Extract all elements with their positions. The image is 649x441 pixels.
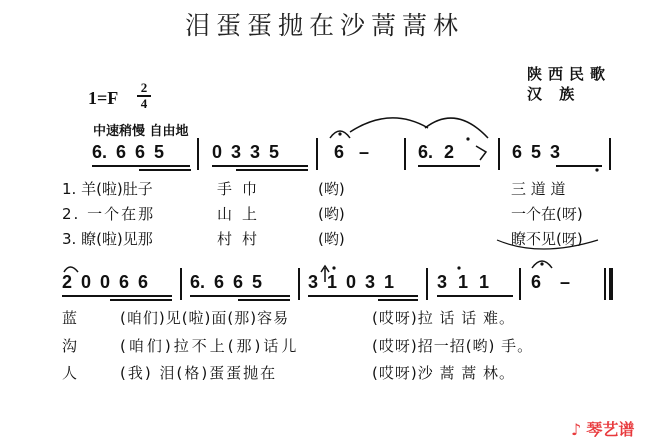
lyric-v1-b: 手巾: [217, 180, 268, 198]
octave-dot: [332, 266, 335, 269]
lyric-v2-b: 山上: [217, 205, 268, 223]
slur-mark: [350, 118, 428, 132]
measure-4-notes: 6. 2: [418, 142, 455, 162]
lyric-v3-e: 人: [62, 364, 78, 382]
lyric-v1-e: 蓝: [62, 309, 78, 327]
measure-6-notes: 2 0 0 6 6: [62, 272, 149, 292]
tempo-marking: 中速稍慢 自由地: [93, 124, 189, 139]
fermata-dot: [540, 262, 543, 265]
lyric-v2-d: 一个在(呀): [511, 205, 583, 223]
slur-mark: [425, 118, 488, 138]
arrow-mark: [321, 266, 329, 282]
watermark-icon: ♪: [571, 420, 582, 439]
lyric-v2-g: (哎呀)招一招(哟) 手。: [372, 337, 534, 355]
lyric-v1-c: (哟): [318, 180, 345, 198]
key-signature: 1=F: [88, 88, 119, 108]
lyric-v3-d: 瞭不见(呀): [511, 230, 583, 248]
measure-10-notes: 6 –: [531, 272, 571, 292]
octave-dot: [457, 266, 460, 269]
turn-mark: [476, 146, 486, 160]
lyric-v2-c: (哟): [318, 205, 345, 223]
ethnicity-label: 汉 族: [527, 85, 581, 103]
lyric-v1-a: 1. 羊(啦)肚子: [62, 180, 153, 198]
lyric-v3-g: (哎呀)沙 蒿 蒿 林。: [372, 364, 516, 382]
measure-9-notes: 3 1 1: [437, 272, 490, 292]
measure-1-notes: 6. 6 6 5: [92, 142, 165, 162]
time-denominator: 4: [140, 96, 148, 111]
time-numerator: 2: [140, 80, 148, 95]
lyric-v2-e: 沟: [62, 337, 78, 355]
measure-8-notes: 3 1 0 3 1: [308, 272, 395, 292]
lyric-v2-f: (咱们)拉不上(那)话儿: [120, 337, 300, 355]
measure-5-notes: 6 5 3: [512, 142, 561, 162]
lyric-v2-a: 2. 一个在那: [62, 205, 156, 223]
origin-label: 陕西民歌: [527, 65, 612, 83]
fermata-dot: [338, 132, 341, 135]
lyric-v3-a: 3. 瞭(啦)见那: [62, 230, 153, 248]
lyric-v1-f: (咱们)见(啦)面(那)容易: [120, 309, 290, 327]
measure-2-notes: 0 3 3 5: [212, 142, 280, 162]
octave-dot: [595, 168, 598, 171]
lyric-v3-c: (哟): [318, 230, 345, 248]
lyric-v3-b: 村村: [217, 230, 268, 248]
lyric-v3-f: (我) 泪(格)蛋蛋抛在: [120, 364, 278, 382]
octave-dot: [466, 137, 469, 140]
slur-mark: [64, 267, 78, 272]
lyric-v1-d: 三 道 道: [511, 180, 566, 198]
slur-mark: [497, 240, 598, 249]
measure-7-notes: 6. 6 6 5: [190, 272, 263, 292]
lyric-v1-g: (哎呀)拉 话 话 难。: [372, 309, 516, 327]
watermark-logo: [571, 417, 634, 440]
measure-3-notes: 6 –: [334, 142, 370, 162]
song-title: 泪蛋蛋抛在沙蒿蒿林: [184, 11, 464, 40]
watermark-text: 琴艺谱: [586, 420, 635, 439]
